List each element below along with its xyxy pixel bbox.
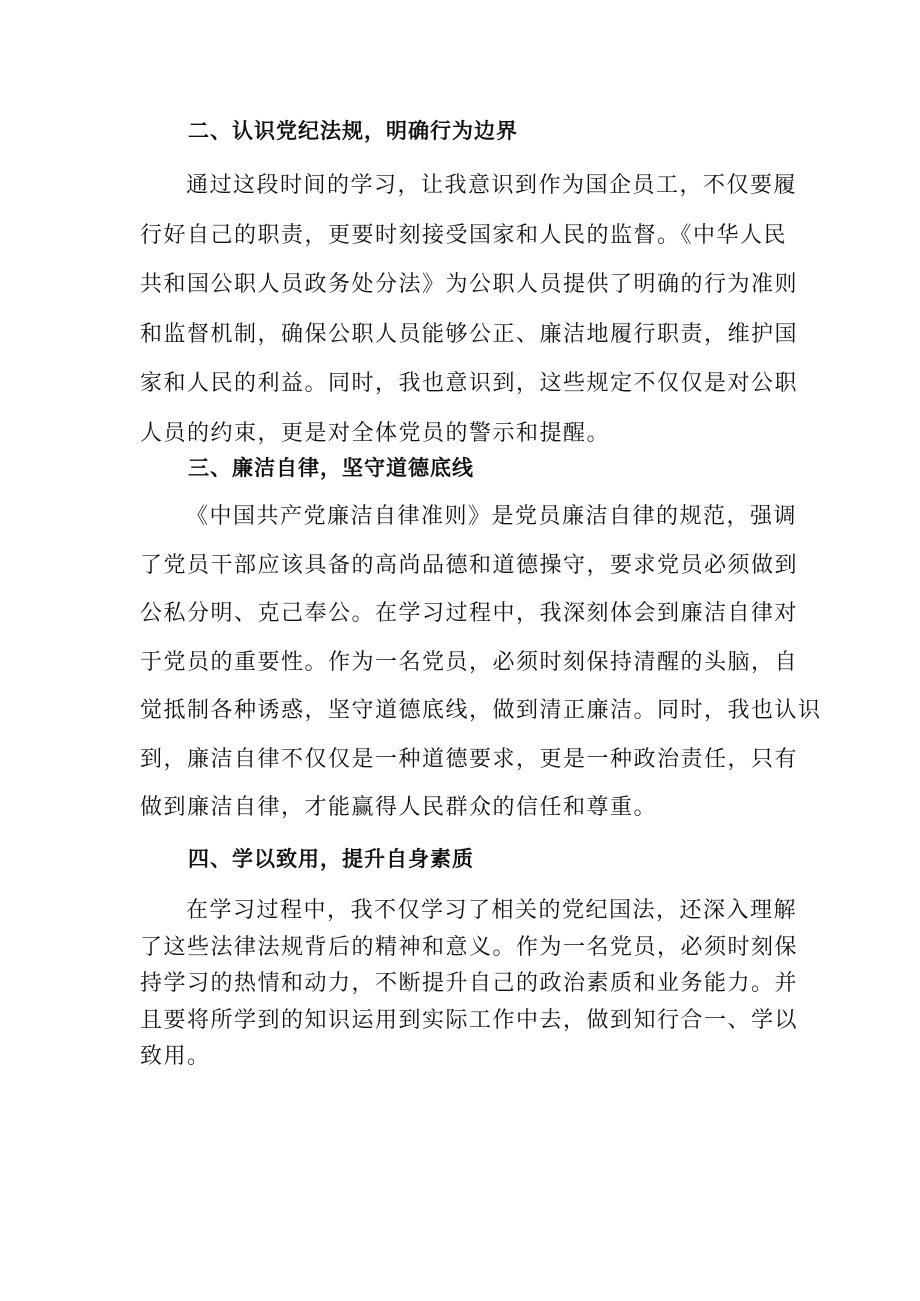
paragraph-line: 共和国公职人员政务处分法》为公职人员提供了明确的行为准则 [140, 272, 799, 297]
paragraph-line: 公私分明、克己奉公。在学习过程中，我深刻体会到廉洁自律对 [140, 601, 799, 626]
paragraph-line: 且要将所学到的知识运用到实际工作中去，做到知行合一、学以 [140, 1007, 799, 1033]
section-heading-4: 四、学以致用，提升自身素质 [188, 847, 474, 871]
paragraph-line: 行好自己的职责，更要时刻接受国家和人民的监督。《中华人民 [140, 222, 788, 248]
paragraph-line: 人员的约束，更是对全体党员的警示和提醒。 [140, 420, 611, 446]
section-heading-3: 三、廉洁自律，坚守道德底线 [188, 456, 474, 480]
paragraph-line: 在学习过程中，我不仅学习了相关的党纪国法，还深入理解 [186, 898, 798, 923]
section-paragraph-4 [140, 893, 800, 1076]
section-heading-2: 二、认识党纪法规，明确行为边界 [188, 119, 518, 143]
paragraph-line: 和监督机制，确保公职人员能够公正、廉洁地履行职责，维护国 [140, 321, 799, 347]
paragraph-line: 通过这段时间的学习，让我意识到作为国企员工，不仅要履 [186, 173, 798, 198]
paragraph-line: 做到廉洁自律，才能赢得人民群众的信任和尊重。 [140, 795, 658, 820]
paragraph-line: 持学习的热情和动力，不断提升自己的政治素质和业务能力。并 [140, 971, 799, 996]
paragraph-line: 觉抵制各种诱惑，坚守道德底线，做到清正廉洁。同时，我也认识 [140, 698, 822, 723]
section-paragraph-3 [140, 493, 822, 833]
paragraph-line: 《中国共产党廉洁自律准则》是党员廉洁自律的规范，强调 [186, 504, 798, 529]
paragraph-line: 致用。 [140, 1044, 211, 1069]
paragraph-line: 到，廉洁自律不仅仅是一种道德要求，更是一种政治责任，只有 [140, 746, 799, 772]
paragraph-line: 了这些法律法规背后的精神和意义。作为一名党员，必须时刻保 [140, 934, 799, 960]
paragraph-line: 了党员干部应该具备的高尚品德和道德操守，要求党员必须做到 [140, 552, 799, 578]
paragraph-line: 于党员的重要性。作为一名党员，必须时刻保持清醒的头脑，自 [140, 649, 799, 675]
paragraph-line: 家和人民的利益。同时，我也意识到，这些规定不仅仅是对公职 [140, 371, 799, 396]
section-paragraph-2 [140, 161, 800, 458]
